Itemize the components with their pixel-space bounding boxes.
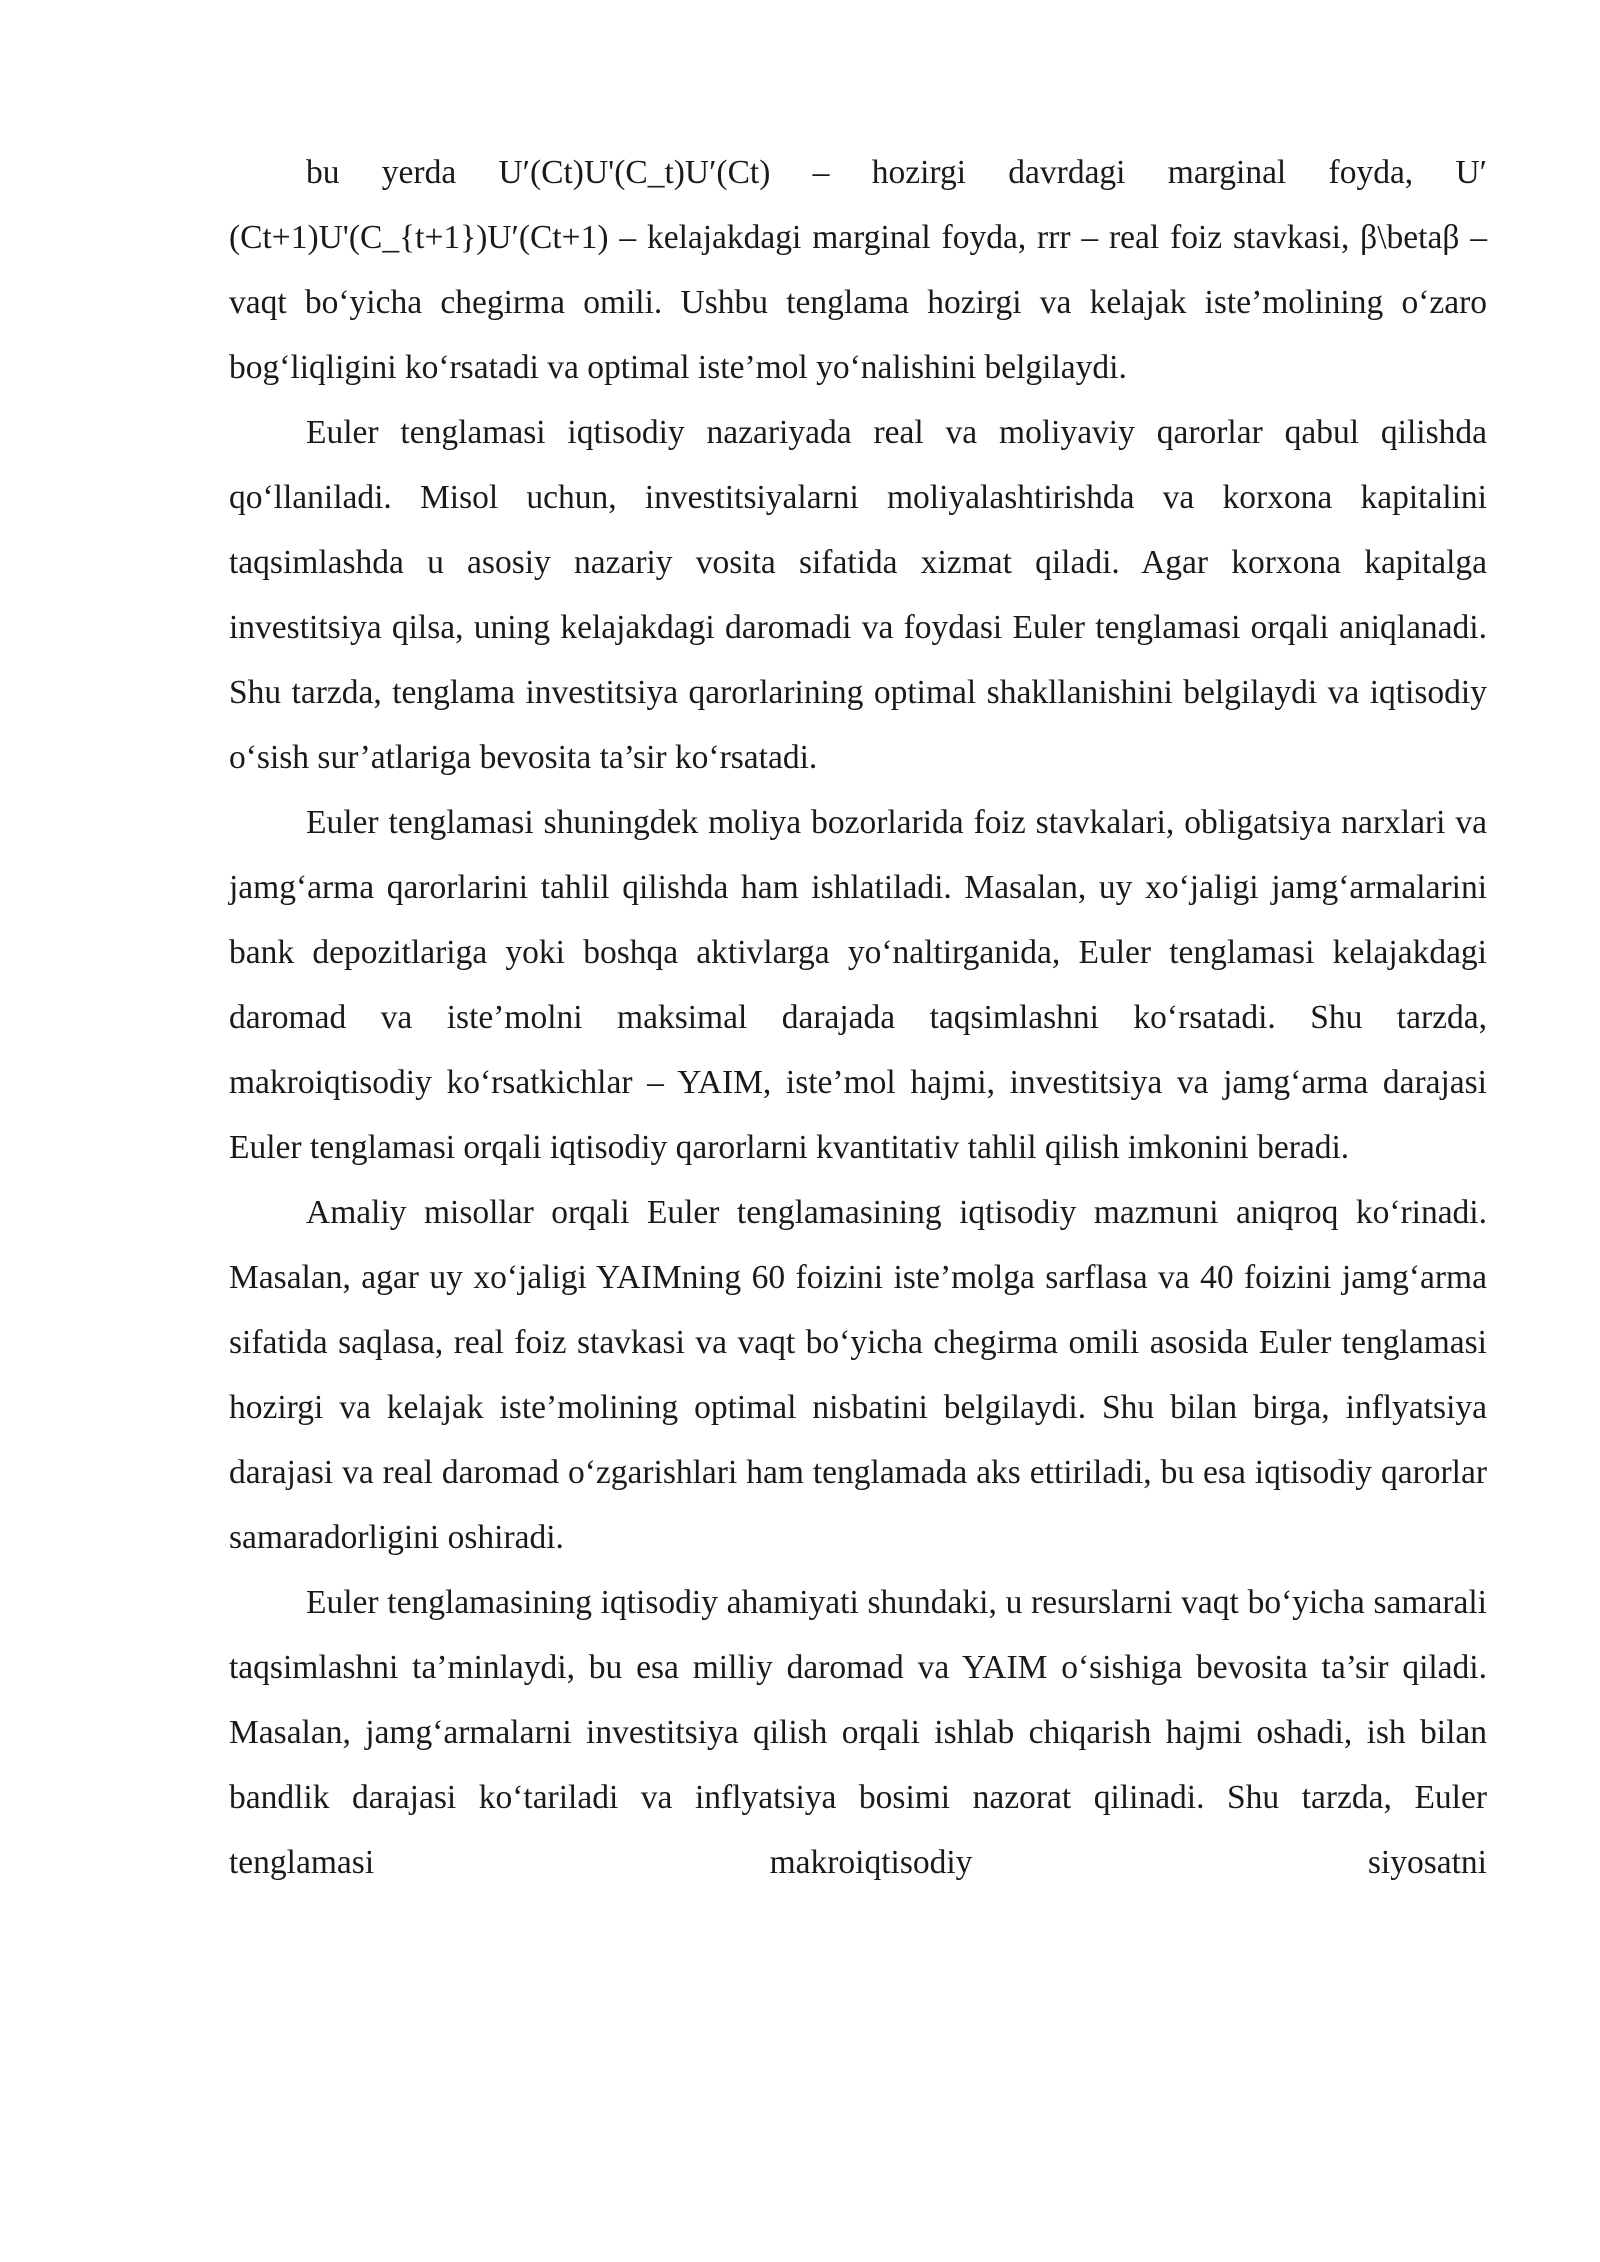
paragraph-2: Euler tenglamasi iqtisodiy nazariyada real va moliyaviy qarorlar qabul qilishda qo‘llaniladi. Misol uchun, investitsiyalarni moliyalashtirishda va korxona kapitalini taqsimlashda u asosiy nazariy vosita sifatida xizmat qiladi. Agar korxona kapitalga investitsiya qilsa, uning kelajakdagi daromadi va foydasi Euler tenglamasi orqali aniqlanadi. Shu tarzda, tenglama investitsiya qarorlarining optimal shakllanishini belgilaydi va iqtisodiy o‘sish sur’atlariga bevosita ta’sir ko‘rsatadi. bbox=[229, 414, 1487, 776]
body-text bbox=[229, 140, 1487, 1895]
paragraph-5: Euler tenglamasining iqtisodiy ahamiyati shundaki, u resurslarni vaqt bo‘yicha samarali taqsimlashni ta’minlaydi, bu esa milliy daromad va YAIM o‘sishiga bevosita ta’sir qiladi. Masalan, jamg‘armalarni investitsiya qilish orqali ishlab chiqarish hajmi oshadi, ish bilan bandlik darajasi ko‘tariladi va inflyatsiya bosimi nazorat qilinadi. Shu tarzda, Euler tenglamasi makroiqtisodiy siyosatni bbox=[229, 1584, 1487, 1881]
paragraph-4: Amaliy misollar orqali Euler tenglamasining iqtisodiy mazmuni aniqroq ko‘rinadi. Masalan, agar uy xo‘jaligi YAIMning 60 foizini iste’molga sarflasa va 40 foizini jamg‘arma sifatida saqlasa, real foiz stavkasi va vaqt bo‘yicha chegirma omili asosida Euler tenglamasi hozirgi va kelajak iste’molining optimal nisbatini belgilaydi. Shu bilan birga, inflyatsiya darajasi va real daromad o‘zgarishlari ham tenglamada aks ettiriladi, bu esa iqtisodiy qarorlar samaradorligini oshiradi. bbox=[229, 1194, 1487, 1556]
paragraph-3: Euler tenglamasi shuningdek moliya bozorlarida foiz stavkalari, obligatsiya narxlari va jamg‘arma qarorlarini tahlil qilishda ham ishlatiladi. Masalan, uy xo‘jaligi jamg‘armalarini bank depozitlariga yoki boshqa aktivlarga yo‘naltirganida, Euler tenglamasi kelajakdagi daromad va iste’molni maksimal darajada taqsimlashni ko‘rsatadi. Shu tarzda, makroiqtisodiy ko‘rsatkichlar – YAIM, iste’mol hajmi, investitsiya va jamg‘arma darajasi Euler tenglamasi orqali iqtisodiy qarorlarni kvantitativ tahlil qilish imkonini beradi. bbox=[229, 804, 1487, 1166]
paragraph-1: bu yerda U′(Ct)U'(C_t)U′(Ct) – hozirgi davrdagi marginal foyda, U′(Ct+1)U'(C_{t+1})U′(Ct+1) – kelajakdagi marginal foyda, rrr – real foiz stavkasi, β\betaβ – vaqt bo‘yicha chegirma omili. Ushbu tenglama hozirgi va kelajak iste’molining o‘zaro bog‘liqligini ko‘rsatadi va optimal iste’mol yo‘nalishini belgilaydi. bbox=[229, 154, 1487, 386]
